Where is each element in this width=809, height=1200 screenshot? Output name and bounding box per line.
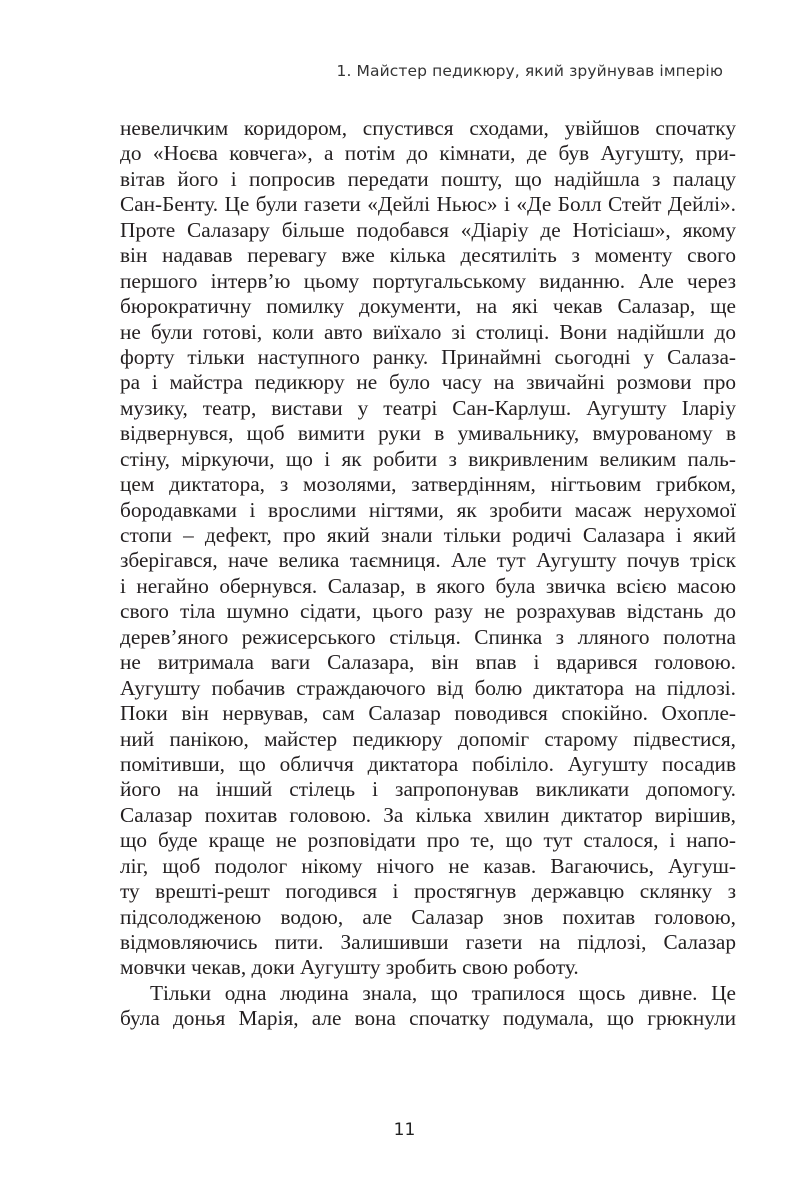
text-line: мовчки чекав, доки Аугушту зробить свою роботу.: [120, 955, 579, 980]
page-number: 11: [393, 1120, 416, 1140]
text-line: його на інший стілець і запропонував викликати допомогу.: [120, 777, 736, 802]
text-line: відмовляючись пити. Залишивши газети на підлозі, Салазар: [120, 930, 736, 954]
text-line: Сан-Бенту. Це були газети «Дейлі Ньюс» і «Де Болл Стейт Дейлі».: [120, 192, 736, 217]
text-line: була донья Марія, але вона спочатку подумала, що грюкнули: [120, 1006, 736, 1031]
text-line: відвернувся, щоб вимити руки в умивальнику, вмурованому в: [120, 421, 736, 446]
text-line: Проте Салазару більше подобався «Діаріу де Нотісіаш», якому: [120, 217, 736, 242]
text-line: невеличким коридором, спустився сходами, увійшов спочатку: [120, 116, 736, 140]
text-line: цем диктатора, з мозолями, затвердінням, нігтьовим грибком,: [120, 472, 736, 497]
running-header: 1. Майстер педикюру, який зруйнував імперію: [336, 62, 723, 80]
text-line: музику, театр, вистави у театрі Сан-Карлуш. Аугушту Іларіу: [120, 395, 736, 420]
text-line: форту тільки наступного ранку. Принаймні сьогодні у Салаза-: [120, 344, 736, 369]
text-line: підсолодженою водою, але Салазар знов похитав головою,: [120, 904, 736, 929]
text-line: стопи – дефект, про який знали тільки родичі Салазара і який: [120, 523, 736, 547]
text-line: до «Ноєва ковчега», а потім до кімнати, де був Аугушту, при-: [120, 141, 736, 166]
text-line: ту врешті-решт погодився і простягнув державцю склянку з: [120, 879, 736, 904]
text-line: не були готові, коли авто виїхало зі столиці. Вони надійшли до: [120, 319, 736, 344]
text-line: стіну, міркуючи, що і як робити з викривленим великим паль-: [120, 446, 736, 471]
text-line: і негайно обернувся. Салазар, в якого була звичка всією масою: [120, 573, 736, 598]
text-line: бородавками і врослими нігтями, як зробити масаж нерухомої: [120, 497, 736, 522]
text-line: зберігався, наче велика таємниця. Але тут Аугушту почув тріск: [120, 548, 736, 573]
text-line: бюрократичну помилку документи, на які чекав Салазар, ще: [120, 294, 736, 319]
text-line: першого інтерв’ю цьому португальському виданню. Але через: [120, 268, 736, 293]
text-line: не витримала ваги Салазара, він впав і вдарився головою.: [120, 650, 736, 675]
text-line: Салазар похитав головою. За кілька хвилин диктатор вирішив,: [120, 802, 736, 827]
text-line: Тільки одна людина знала, що трапилося щось дивне. Це: [150, 980, 736, 1005]
body-text: [120, 116, 736, 1032]
text-line: помітивши, що обличчя диктатора побіліло. Аугушту посадив: [120, 751, 736, 776]
text-line: ліг, щоб подолог нікому нічого не казав. Вагаючись, Аугуш-: [120, 853, 736, 878]
text-line: Аугушту побачив страждаючого від болю диктатора на підлозі.: [120, 675, 736, 700]
text-line: Поки він нервував, сам Салазар поводився спокійно. Охопле-: [120, 701, 736, 726]
text-line: ра і майстра педикюру не було часу на звичайні розмови про: [120, 370, 736, 395]
text-line: свого тіла шумно сідати, цього разу не розрахував відстань до: [120, 599, 736, 624]
text-line: вітав його і попросив передати пошту, що надійшла з палацу: [120, 166, 736, 191]
text-line: що буде краще не розповідати про те, що тут сталося, і напо-: [120, 828, 736, 853]
text-line: дерев’яного режисерського стільця. Спинка з лляного полотна: [120, 624, 736, 649]
text-line: ний панікою, майстер педикюру допоміг старому підвестися,: [120, 726, 736, 751]
text-line: він надавав перевагу вже кілька десятиліть з моменту свого: [120, 243, 736, 268]
